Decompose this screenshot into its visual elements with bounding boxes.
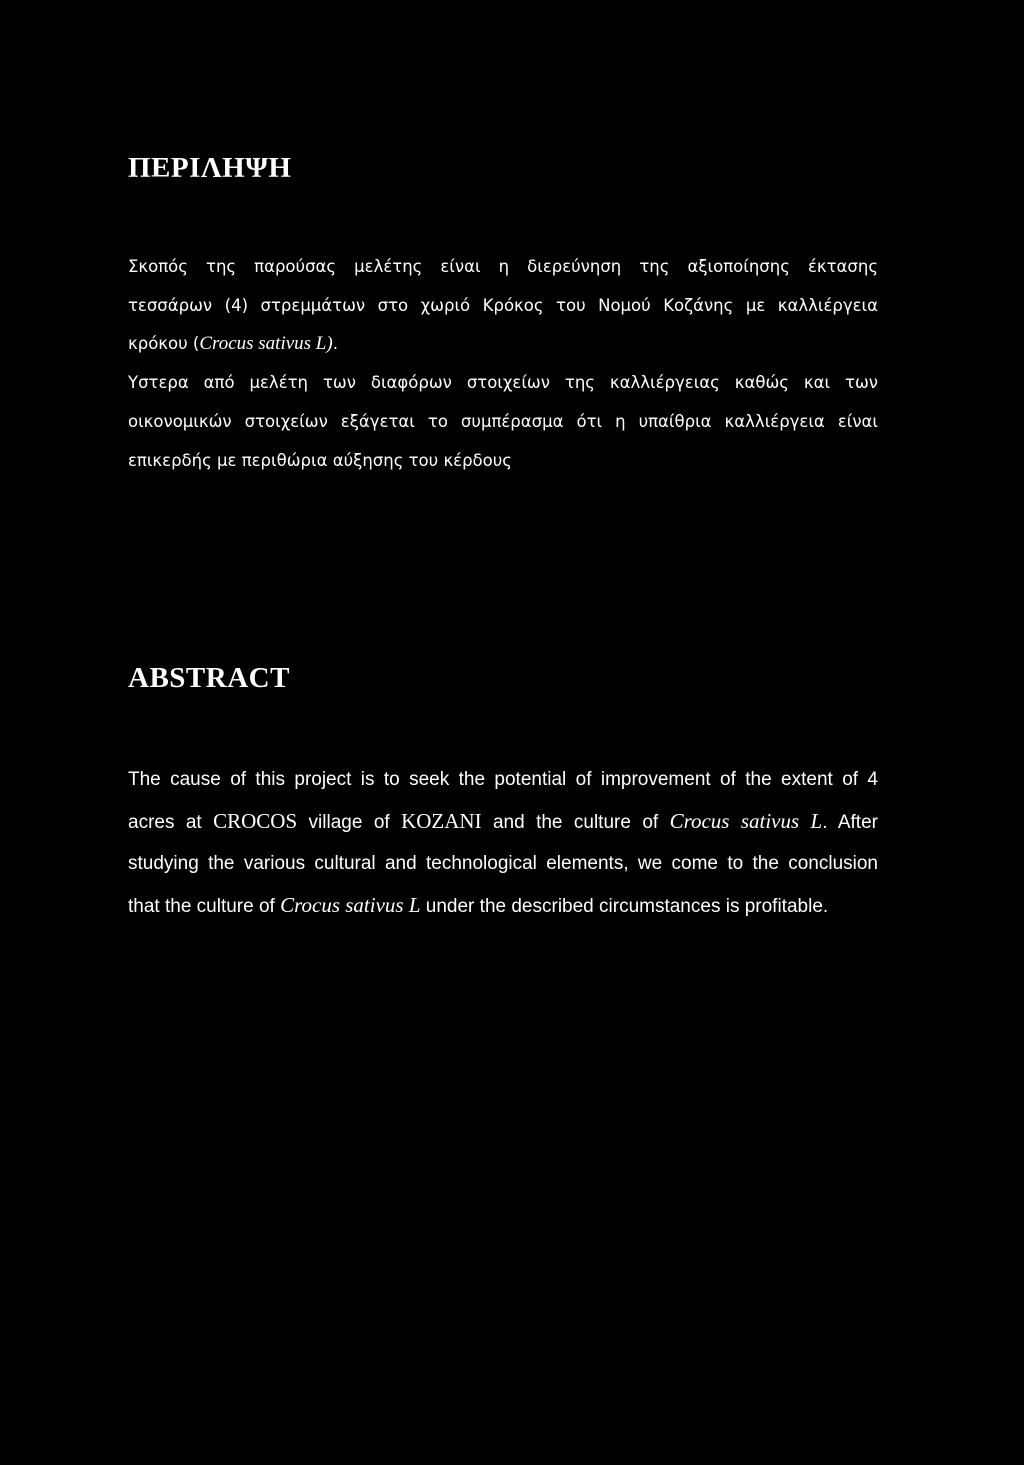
greek-line-2: τεσσάρων (4) στρεμμάτων στο χωριό Κρόκος του Νομού Κοζάνης με καλλιέργεια <box>128 295 878 315</box>
species-name: Crocus sativus L <box>280 892 421 917</box>
abstract-heading: ABSTRACT <box>128 662 290 694</box>
greek-summary-paragraph <box>128 248 878 480</box>
greek-line-3: κρόκου (Crocus sativus L). <box>128 333 338 355</box>
abstract-line-4: that the culture of Crocus sativus L under the described circumstances is profitable. <box>128 892 829 917</box>
greek-line-4: Υστερα από μελέτη των διαφόρων στοιχείων της καλλιέργειας καθώς και των <box>128 373 878 393</box>
abstract-line-1: The cause of this project is to seek the potential of improvement of the extent of 4 <box>128 769 878 790</box>
greek-line-6: επικερδής με περιθώρια αύξησης του κέρδους <box>128 450 512 470</box>
greek-line-1: Σκοπός της παρούσας μελέτης είναι η διερεύνηση της αξιοποίησης έκτασης <box>128 257 878 276</box>
greek-summary-heading: ΠΕΡΙΛΗΨΗ <box>128 152 292 184</box>
abstract-line-2: acres at CROCOS village of KOZANI and the culture of Crocus sativus L. After <box>128 808 878 833</box>
village-name: CROCOS <box>213 808 298 833</box>
prefecture-name: KOZANI <box>401 808 482 833</box>
species-name: Crocus sativus L) <box>199 333 333 355</box>
greek-line-5: οικονομικών στοιχείων εξάγεται το συμπέρασμα ότι η υπαίθρια καλλιέργεια είναι <box>128 411 878 431</box>
abstract-line-3: studying the various cultural and technological elements, we come to the conclusion <box>128 853 878 874</box>
abstract-paragraph <box>128 759 878 927</box>
species-name: Crocus sativus L <box>669 808 823 833</box>
